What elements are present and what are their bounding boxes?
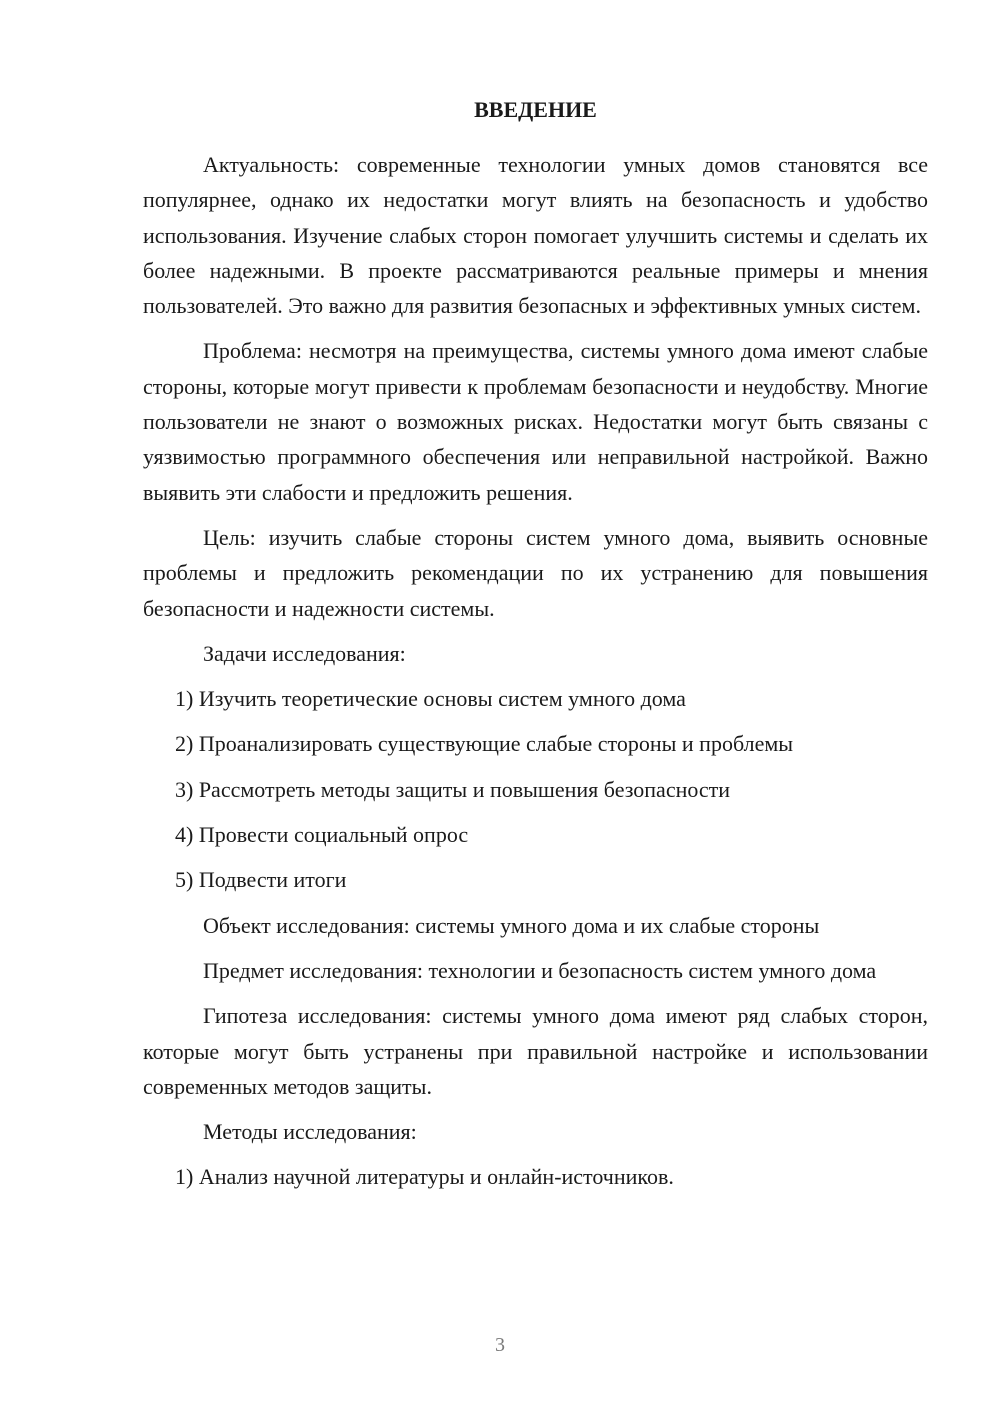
paragraph-hypothesis: Гипотеза исследования: системы умного дома имеют ряд слабых сторон, которые могут быть устранены при правильной настройке и использовании современных методов защиты.: [143, 1003, 928, 1099]
page-title: ВВЕДЕНИЕ: [474, 97, 597, 122]
paragraph-subject: Предмет исследования: технологии и безопасность систем умного дома: [203, 957, 877, 983]
methods-list: [143, 1159, 928, 1194]
list-item: 4) Провести социальный опрос: [175, 822, 469, 848]
tasks-list: [143, 681, 928, 897]
list-item: 1) Изучить теоретические основы систем умного дома: [175, 686, 686, 712]
list-item: 5) Подвести итоги: [175, 867, 347, 893]
list-item: 2) Проанализировать существующие слабые стороны и проблемы: [175, 731, 794, 757]
paragraph-object: Объект исследования: системы умного дома и их слабые стороны: [203, 912, 820, 938]
paragraph-relevance: Актуальность: современные технологии умных домов становятся все популярнее, однако их недостатки могут влиять на безопасность и удобство использования. Изучение слабых сторон помогает улучшить системы и сделать их более надежными. В проекте рассматриваются реальные примеры и мнения пользователей. Это важно для развития безопасных и эффективных умных систем.: [143, 152, 928, 319]
list-item: 3) Рассмотреть методы защиты и повышения безопасности: [175, 776, 731, 802]
methods-heading: Методы исследования:: [203, 1119, 417, 1145]
tasks-heading: Задачи исследования:: [203, 640, 406, 666]
page-number: 3: [495, 1334, 505, 1356]
paragraph-problem: Проблема: несмотря на преимущества, системы умного дома имеют слабые стороны, которые могут привести к проблемам безопасности и неудобству. Многие пользователи не знают о возможных рисках. Недостатки могут быть связаны с уязвимостью программного обеспечения или неправильной настройкой. Важно выявить эти слабости и предложить решения.: [143, 338, 928, 505]
list-item: 1) Анализ научной литературы и онлайн-источников.: [175, 1164, 674, 1190]
document-page: [143, 92, 928, 1205]
paragraph-goal: Цель: изучить слабые стороны систем умного дома, выявить основные проблемы и предложить рекомендации по их устранению для повышения безопасности и надежности системы.: [143, 524, 928, 621]
